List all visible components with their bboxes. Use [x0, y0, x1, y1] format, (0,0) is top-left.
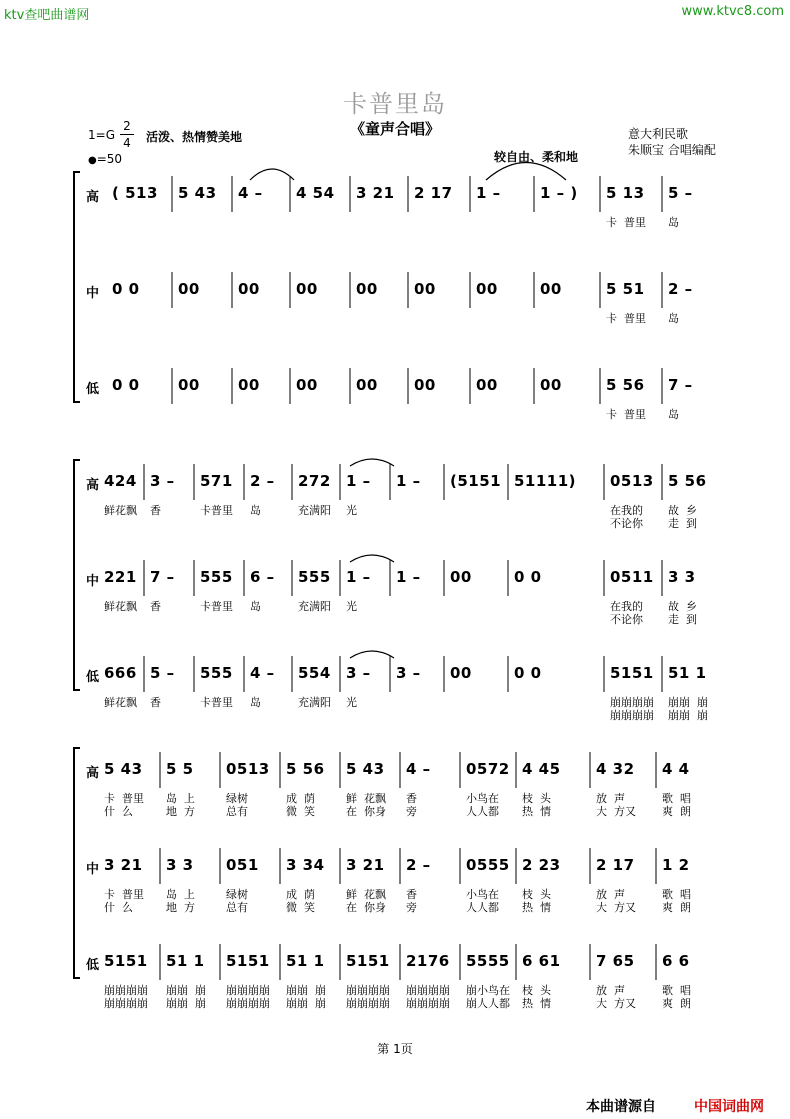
- time-bottom: 4: [120, 134, 134, 151]
- measure-notes: 4 4: [662, 760, 690, 778]
- measure-notes: 5 56: [286, 760, 325, 778]
- measure-lyrics: 崩小鸟在 崩人人都: [466, 984, 510, 1010]
- measure-lyrics: 歌 唱 爽 朗: [662, 984, 691, 1010]
- time-top: 2: [123, 119, 131, 133]
- measure-notes: 5151: [104, 952, 148, 970]
- measure-notes: 1 –: [396, 568, 421, 586]
- part-label-high: 高: [86, 190, 100, 205]
- part-label-high: 高: [86, 766, 100, 781]
- measure-notes: 00: [540, 376, 562, 394]
- measure-notes: 5 –: [668, 184, 693, 202]
- measure-notes: 051: [226, 856, 259, 874]
- measure-notes: 5151: [610, 664, 654, 682]
- measure-notes: 2 –: [250, 472, 275, 490]
- measure-notes: 7 –: [668, 376, 693, 394]
- measure-lyrics: 绿树 总有: [226, 888, 248, 914]
- measure-notes: 00: [238, 376, 260, 394]
- measure-notes: 3 34: [286, 856, 325, 874]
- quarter-note-icon: ●: [88, 155, 97, 166]
- measure-lyrics: 成 荫 微 笑: [286, 888, 315, 914]
- measure-lyrics: 卡 普里 什 么: [104, 888, 144, 914]
- measure-lyrics: 崩崩崩崩 崩崩崩崩: [346, 984, 390, 1010]
- measure-lyrics: 岛: [668, 312, 679, 325]
- measure-notes: 5151: [346, 952, 390, 970]
- part-label-low: 低: [86, 958, 100, 973]
- measure-notes: 5 5: [166, 760, 194, 778]
- measure-lyrics: 香: [150, 504, 161, 517]
- measure-notes: 6 6: [662, 952, 690, 970]
- measure-notes: 0 0: [112, 280, 140, 298]
- measure-notes: 0572: [466, 760, 510, 778]
- measure-lyrics: 小鸟在 人人都: [466, 888, 499, 914]
- measure-notes: 00: [414, 280, 436, 298]
- measure-notes: 6 61: [522, 952, 561, 970]
- measure-notes: 5555: [466, 952, 510, 970]
- measure-lyrics: 岛: [250, 504, 261, 517]
- measure-notes: 3 –: [346, 664, 371, 682]
- measure-notes: 51111): [514, 472, 577, 490]
- measure-notes: 7 –: [150, 568, 175, 586]
- measure-notes: 2176: [406, 952, 450, 970]
- measure-notes: 4 –: [250, 664, 275, 682]
- measure-notes: 51 1: [166, 952, 205, 970]
- measure-notes: 272: [298, 472, 331, 490]
- measure-notes: 5 56: [668, 472, 707, 490]
- measure-lyrics: 放 声 大 方又: [596, 984, 636, 1010]
- part-label-low: 低: [86, 382, 100, 397]
- measure-notes: 4 54: [296, 184, 335, 202]
- measure-notes: 0 0: [514, 568, 542, 586]
- measure-lyrics: 在我的 不论你: [610, 504, 643, 530]
- measure-lyrics: 充满阳: [298, 600, 331, 613]
- measure-notes: (5151: [450, 472, 502, 490]
- measure-notes: 0513: [226, 760, 270, 778]
- measure-notes: 00: [178, 280, 200, 298]
- measure-notes: 5 13: [606, 184, 645, 202]
- measure-notes: 3 3: [668, 568, 696, 586]
- measure-lyrics: 卡 普里 什 么: [104, 792, 144, 818]
- measure-lyrics: 故 乡 走 到: [668, 504, 697, 530]
- watermark-left: ktv查吧曲谱网: [4, 8, 90, 23]
- measure-notes: 5 51: [606, 280, 645, 298]
- measure-notes: 5 –: [150, 664, 175, 682]
- measure-notes: ( 513: [112, 184, 158, 202]
- measure-notes: 00: [238, 280, 260, 298]
- measure-notes: 666: [104, 664, 137, 682]
- measure-notes: 5 43: [346, 760, 385, 778]
- song-subtitle: 《童声合唱》: [349, 120, 440, 138]
- measure-notes: 2 –: [406, 856, 431, 874]
- measure-lyrics: 故 乡 走 到: [668, 600, 697, 626]
- measure-notes: 2 23: [522, 856, 561, 874]
- measure-notes: 51 1: [668, 664, 707, 682]
- measure-notes: 0555: [466, 856, 510, 874]
- measure-lyrics: 岛: [668, 216, 679, 229]
- measure-lyrics: 香: [150, 696, 161, 709]
- measure-notes: 554: [298, 664, 331, 682]
- watermark-right: www.ktvc8.com: [681, 4, 784, 19]
- measure-lyrics: 崩崩 崩 崩崩 崩: [286, 984, 326, 1010]
- measure-notes: 4 45: [522, 760, 561, 778]
- measure-lyrics: 崩崩 崩 崩崩 崩: [668, 696, 708, 722]
- source-site: 中国词曲网: [694, 1099, 764, 1115]
- measure-notes: 1 – ): [540, 184, 578, 202]
- measure-notes: 1 –: [396, 472, 421, 490]
- measure-notes: 00: [450, 568, 472, 586]
- measure-notes: 3 –: [396, 664, 421, 682]
- measure-lyrics: 崩崩 崩 崩崩 崩: [166, 984, 206, 1010]
- measure-notes: 1 –: [346, 568, 371, 586]
- measure-lyrics: 枝 头 热 情: [522, 792, 551, 818]
- measure-notes: 0511: [610, 568, 654, 586]
- measure-notes: 424: [104, 472, 137, 490]
- measure-notes: 00: [356, 376, 378, 394]
- part-label-low: 低: [86, 670, 100, 685]
- measure-lyrics: 卡普里: [200, 696, 233, 709]
- measure-lyrics: 崩崩崩崩 崩崩崩崩: [610, 696, 654, 722]
- measure-lyrics: 枝 头 热 情: [522, 888, 551, 914]
- measure-notes: 4 32: [596, 760, 635, 778]
- measure-notes: 555: [200, 568, 233, 586]
- measure-lyrics: 鲜花飘: [104, 696, 137, 709]
- measure-notes: 2 17: [414, 184, 453, 202]
- key-signature: 1=G: [88, 128, 115, 142]
- measure-lyrics: 光: [346, 504, 357, 517]
- origin-line-2: 朱顺宝 合唱编配: [628, 143, 716, 157]
- measure-notes: 00: [296, 376, 318, 394]
- part-label-high: 高: [86, 478, 100, 493]
- measure-notes: 51 1: [286, 952, 325, 970]
- measure-lyrics: 卡 普里: [606, 216, 646, 229]
- measure-notes: 00: [476, 376, 498, 394]
- measure-lyrics: 岛 上 地 方: [166, 888, 195, 914]
- measure-lyrics: 岛 上 地 方: [166, 792, 195, 818]
- measure-notes: 2 17: [596, 856, 635, 874]
- measure-lyrics: 枝 头 热 情: [522, 984, 551, 1010]
- measure-notes: 7 65: [596, 952, 635, 970]
- measure-notes: 00: [540, 280, 562, 298]
- measure-lyrics: 岛: [250, 696, 261, 709]
- measure-lyrics: 歌 唱 爽 朗: [662, 792, 691, 818]
- measure-notes: 3 21: [356, 184, 395, 202]
- measure-notes: 00: [296, 280, 318, 298]
- measure-lyrics: 光: [346, 696, 357, 709]
- measure-lyrics: 光: [346, 600, 357, 613]
- part-label-mid: 中: [86, 286, 100, 301]
- measure-lyrics: 香: [150, 600, 161, 613]
- measure-notes: 221: [104, 568, 137, 586]
- measure-lyrics: 岛: [250, 600, 261, 613]
- measure-lyrics: 卡普里: [200, 600, 233, 613]
- measure-notes: 00: [178, 376, 200, 394]
- measure-notes: 5 43: [178, 184, 217, 202]
- measure-notes: 555: [200, 664, 233, 682]
- source-label: 本曲谱源自: [586, 1099, 656, 1115]
- measure-lyrics: 香 旁: [406, 888, 417, 914]
- measure-notes: 6 –: [250, 568, 275, 586]
- measure-lyrics: 歌 唱 爽 朗: [662, 888, 691, 914]
- measure-notes: 00: [414, 376, 436, 394]
- measure-lyrics: 崩崩崩崩 崩崩崩崩: [226, 984, 270, 1010]
- measure-lyrics: 岛: [668, 408, 679, 421]
- measure-notes: 0 0: [514, 664, 542, 682]
- measure-lyrics: 小鸟在 人人都: [466, 792, 499, 818]
- measure-lyrics: 卡 普里: [606, 408, 646, 421]
- measure-lyrics: 卡 普里: [606, 312, 646, 325]
- measure-lyrics: 鲜花飘: [104, 600, 137, 613]
- measure-notes: 5151: [226, 952, 270, 970]
- measure-notes: 1 –: [476, 184, 501, 202]
- measure-notes: 00: [476, 280, 498, 298]
- measure-lyrics: 崩崩崩崩 崩崩崩崩: [104, 984, 148, 1010]
- measure-lyrics: 成 荫 微 笑: [286, 792, 315, 818]
- page-number: 第 1页: [377, 1042, 413, 1056]
- measure-notes: 1 –: [346, 472, 371, 490]
- measure-lyrics: 充满阳: [298, 504, 331, 517]
- measure-lyrics: 崩崩崩崩 崩崩崩崩: [406, 984, 450, 1010]
- measure-notes: 2 –: [668, 280, 693, 298]
- measure-notes: 555: [298, 568, 331, 586]
- measure-notes: 00: [356, 280, 378, 298]
- measure-lyrics: 绿树 总有: [226, 792, 248, 818]
- part-label-mid: 中: [86, 574, 100, 589]
- measure-notes: 0513: [610, 472, 654, 490]
- measure-notes: 3 21: [104, 856, 143, 874]
- tempo-value: ●=50: [88, 152, 123, 166]
- measure-notes: 3 –: [150, 472, 175, 490]
- song-title: 卡普里岛: [343, 90, 447, 118]
- tempo-marking: 活泼、热情赞美地: [146, 130, 243, 144]
- measure-notes: 4 –: [406, 760, 431, 778]
- measure-notes: 5 43: [104, 760, 143, 778]
- measure-lyrics: 香 旁: [406, 792, 417, 818]
- measure-lyrics: 放 声 大 方又: [596, 792, 636, 818]
- measure-notes: 4 –: [238, 184, 263, 202]
- origin-line-1: 意大利民歌: [628, 127, 689, 141]
- measure-notes: 5 56: [606, 376, 645, 394]
- measure-lyrics: 鲜 花飘 在 你身: [346, 888, 386, 914]
- measure-notes: 00: [450, 664, 472, 682]
- part-label-mid: 中: [86, 862, 100, 877]
- measure-notes: 0 0: [112, 376, 140, 394]
- measure-lyrics: 卡普里: [200, 504, 233, 517]
- measure-notes: 1 2: [662, 856, 690, 874]
- measure-lyrics: 充满阳: [298, 696, 331, 709]
- measure-notes: 3 3: [166, 856, 194, 874]
- measure-lyrics: 放 声 大 方又: [596, 888, 636, 914]
- measure-notes: 571: [200, 472, 233, 490]
- expression-marking: 较自由、柔和地: [494, 150, 579, 164]
- measure-lyrics: 鲜 花飘 在 你身: [346, 792, 386, 818]
- measure-notes: 3 21: [346, 856, 385, 874]
- measure-lyrics: 在我的 不论你: [610, 600, 643, 626]
- measure-lyrics: 鲜花飘: [104, 504, 137, 517]
